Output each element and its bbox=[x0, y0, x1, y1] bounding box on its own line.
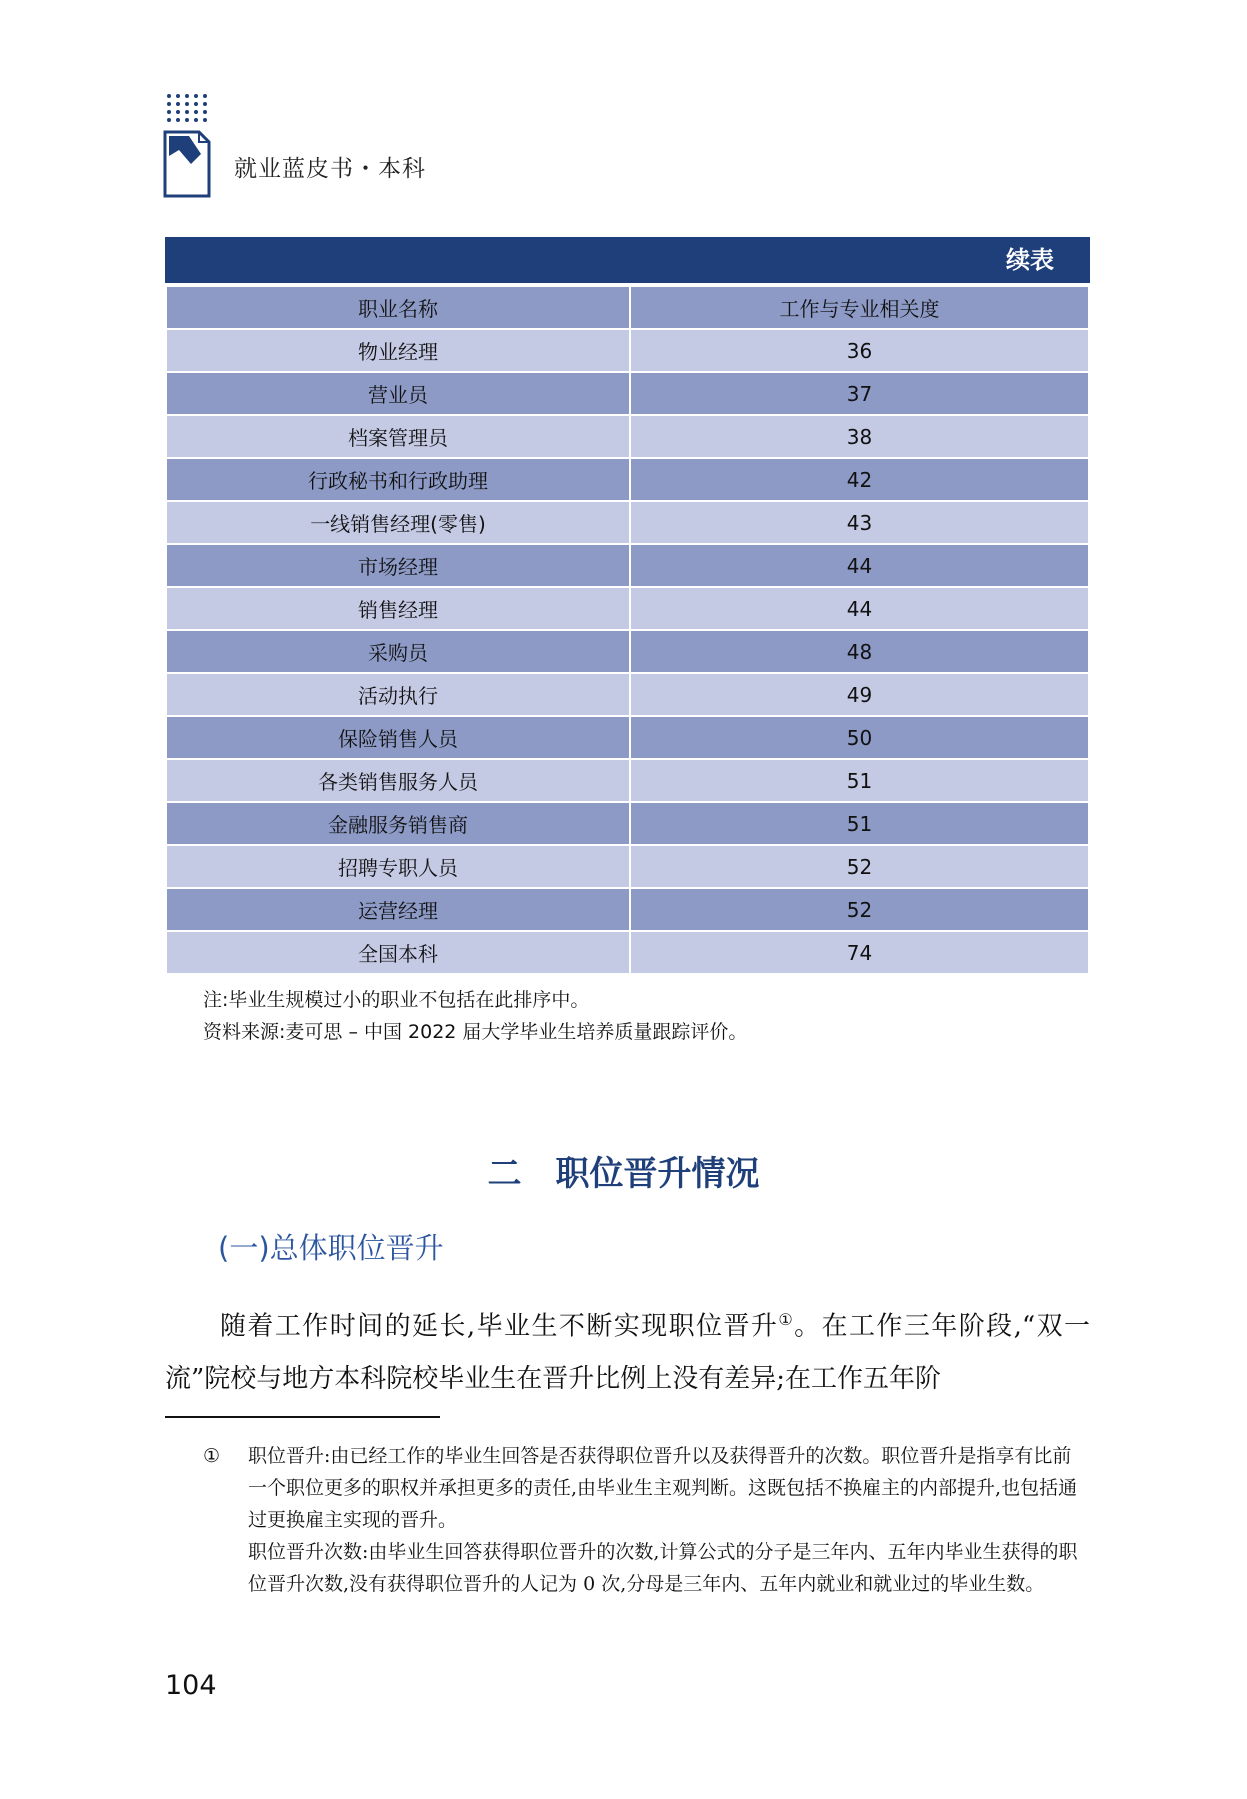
table-row bbox=[166, 458, 1089, 501]
body-text-part1: 随着工作时间的延长,毕业生不断实现职位晋升 bbox=[220, 1311, 779, 1342]
relevance-cell: 48 bbox=[630, 630, 1089, 673]
column-header-relevance: 工作与专业相关度 bbox=[630, 286, 1089, 329]
occupation-cell: 档案管理员 bbox=[166, 415, 630, 458]
section-title bbox=[0, 1146, 1247, 1195]
book-logo-icon bbox=[163, 92, 211, 200]
relevance-cell: 36 bbox=[630, 329, 1089, 372]
relevance-cell: 50 bbox=[630, 716, 1089, 759]
table-source: 资料来源:麦可思 – 中国 2022 届大学毕业生培养质量跟踪评价。 bbox=[203, 1021, 748, 1043]
table-note: 注:毕业生规模过小的职业不包括在此排序中。 bbox=[203, 989, 590, 1011]
section-number: 二 bbox=[487, 1154, 522, 1194]
table-row bbox=[166, 888, 1089, 931]
table-header-row bbox=[166, 286, 1089, 329]
footnote-divider bbox=[165, 1416, 440, 1418]
table-row bbox=[166, 716, 1089, 759]
occupation-cell: 采购员 bbox=[166, 630, 630, 673]
occupation-cell: 各类销售服务人员 bbox=[166, 759, 630, 802]
table-row bbox=[166, 329, 1089, 372]
body-text-part2: 。在工作三年阶段,“双一流”院校与地方本科院校毕业生在晋升比例上没有差异;在工作五年阶 bbox=[165, 1311, 1091, 1394]
occupation-cell: 全国本科 bbox=[166, 931, 630, 974]
subsection-title: (一)总体职位晋升 bbox=[218, 1231, 444, 1265]
page-number: 104 bbox=[165, 1670, 217, 1701]
occupation-cell: 市场经理 bbox=[166, 544, 630, 587]
occupation-cell: 一线销售经理(零售) bbox=[166, 501, 630, 544]
occupation-cell: 行政秘书和行政助理 bbox=[166, 458, 630, 501]
table-row bbox=[166, 931, 1089, 974]
table-notes bbox=[203, 984, 747, 1048]
occupation-relevance-table bbox=[165, 237, 1090, 975]
relevance-cell: 51 bbox=[630, 759, 1089, 802]
body-paragraph bbox=[165, 1294, 1090, 1405]
table-row bbox=[166, 802, 1089, 845]
occupation-cell: 活动执行 bbox=[166, 673, 630, 716]
table-row bbox=[166, 673, 1089, 716]
relevance-cell: 44 bbox=[630, 587, 1089, 630]
table-row bbox=[166, 415, 1089, 458]
relevance-cell: 74 bbox=[630, 931, 1089, 974]
occupation-cell: 招聘专职人员 bbox=[166, 845, 630, 888]
relevance-cell: 42 bbox=[630, 458, 1089, 501]
footnote-reference[interactable]: ① bbox=[778, 1310, 795, 1329]
table-row bbox=[166, 845, 1089, 888]
relevance-cell: 44 bbox=[630, 544, 1089, 587]
footnote-paragraph-1: 职位晋升:由已经工作的毕业生回答是否获得职位晋升以及获得晋升的次数。职位晋升是指享有比前一个职位更多的职权并承担更多的责任,由毕业生主观判断。这既包括不换雇主的内部提升,也包括通过更换雇主实现的晋升。 bbox=[248, 1445, 1078, 1531]
running-header: 就业蓝皮书・本科 bbox=[234, 156, 426, 182]
footnote-mark: ① bbox=[203, 1445, 221, 1467]
table-row bbox=[166, 759, 1089, 802]
relevance-cell: 43 bbox=[630, 501, 1089, 544]
relevance-cell: 37 bbox=[630, 372, 1089, 415]
occupation-cell: 营业员 bbox=[166, 372, 630, 415]
occupation-cell: 销售经理 bbox=[166, 587, 630, 630]
occupation-cell: 运营经理 bbox=[166, 888, 630, 931]
section-title-text: 职位晋升情况 bbox=[555, 1154, 760, 1194]
table-continued-label: 续表 bbox=[165, 237, 1090, 283]
occupation-cell: 物业经理 bbox=[166, 329, 630, 372]
table-row bbox=[166, 501, 1089, 544]
footnote-paragraph-2: 职位晋升次数:由毕业生回答获得职位晋升的次数,计算公式的分子是三年内、五年内毕业生获得的职位晋升次数,没有获得职位晋升的人记为 0 次,分母是三年内、五年内就业和就业过的毕业生数。 bbox=[248, 1541, 1078, 1595]
relevance-cell: 52 bbox=[630, 888, 1089, 931]
column-header-occupation: 职业名称 bbox=[166, 286, 630, 329]
relevance-cell: 51 bbox=[630, 802, 1089, 845]
data-table bbox=[165, 285, 1090, 975]
relevance-cell: 38 bbox=[630, 415, 1089, 458]
relevance-cell: 52 bbox=[630, 845, 1089, 888]
table-row bbox=[166, 372, 1089, 415]
table-row bbox=[166, 587, 1089, 630]
occupation-cell: 金融服务销售商 bbox=[166, 802, 630, 845]
occupation-cell: 保险销售人员 bbox=[166, 716, 630, 759]
table-row bbox=[166, 630, 1089, 673]
table-row bbox=[166, 544, 1089, 587]
relevance-cell: 49 bbox=[630, 673, 1089, 716]
footnotes bbox=[203, 1440, 1090, 1600]
